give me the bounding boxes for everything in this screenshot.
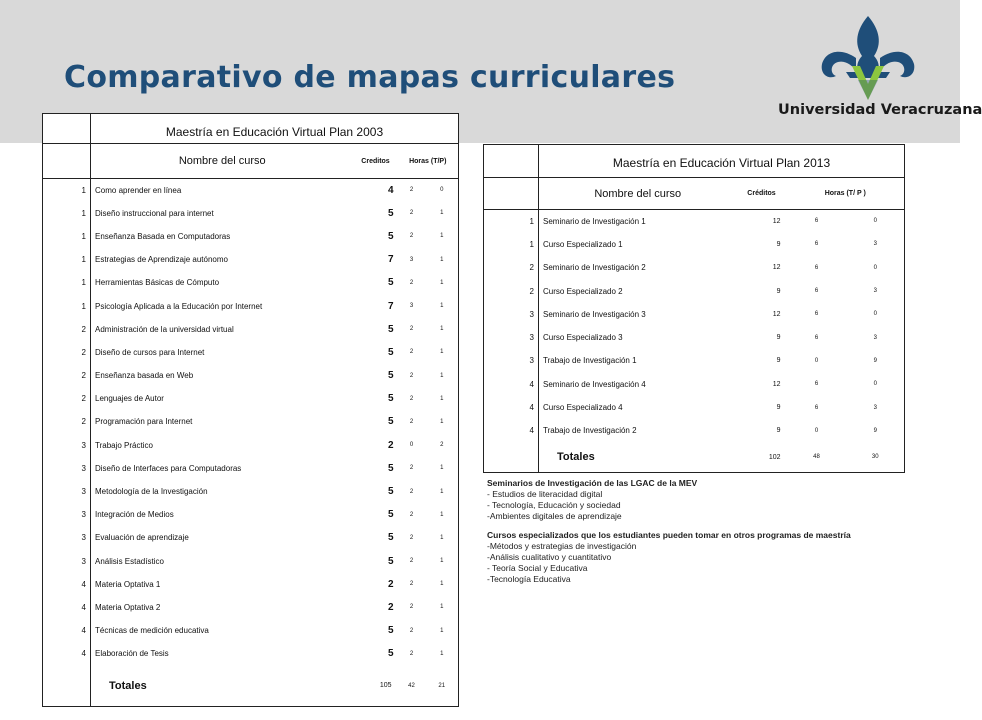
credits-cell: 5 [387, 416, 394, 428]
course-item: - Teoría Social y Educativa [487, 563, 588, 573]
totals-theory: 42 [408, 682, 415, 689]
credits-cell: 9 [776, 240, 781, 248]
semester-cell: 2 [81, 417, 86, 427]
hours-practice-cell: 1 [440, 650, 444, 657]
course-name-cell: Seminario de Investigación 3 [539, 303, 737, 326]
page-title: Comparativo de mapas curriculares [64, 60, 676, 95]
credits-cell: 2 [387, 578, 394, 590]
table-row [484, 396, 905, 419]
semester-cell: 3 [81, 487, 86, 497]
credits-cell: 5 [387, 648, 394, 660]
table-row [484, 210, 905, 233]
hours-theory-cell: 2 [409, 279, 414, 286]
hours-practice-cell: 3 [873, 334, 877, 341]
hours-practice-cell: 1 [440, 604, 444, 611]
course-name-cell: Curso Especializado 4 [539, 396, 737, 419]
credits-cell: 12 [772, 264, 781, 272]
table-row [43, 318, 459, 341]
hours-theory-cell: 2 [409, 210, 414, 217]
totals-credits: 105 [379, 682, 392, 690]
semester-cell: 1 [81, 208, 86, 218]
semester-cell: 1 [529, 216, 534, 226]
table-row [43, 341, 459, 364]
hours-practice-cell: 1 [440, 326, 444, 333]
hours-theory-cell: 2 [409, 511, 414, 518]
table-row [43, 294, 459, 317]
course-name-cell: Curso Especializado 3 [539, 326, 737, 349]
hours-practice-cell: 3 [873, 404, 877, 411]
table-row [43, 225, 459, 248]
course-name-cell: Curso Especializado 1 [539, 233, 737, 256]
hours-theory-cell: 2 [409, 418, 414, 425]
table-row [43, 387, 459, 410]
credits-cell: 12 [772, 310, 781, 318]
hours-practice-cell: 2 [440, 442, 444, 449]
course-name-cell: Seminario de Investigación 2 [539, 256, 737, 279]
table-row [43, 619, 459, 642]
courses-heading: Cursos especializados que los estudiantes pueden tomar en otros programas de maestría [487, 530, 851, 540]
table-row [484, 326, 905, 349]
semester-cell: 4 [81, 602, 86, 612]
hours-practice-cell: 1 [440, 581, 444, 588]
column-header-credits: Creditos [354, 144, 398, 179]
hours-theory-cell: 6 [814, 218, 819, 225]
semester-cell: 3 [81, 533, 86, 543]
credits-cell: 5 [387, 277, 394, 289]
course-name-cell: Elaboración de Tesis [91, 642, 354, 665]
table-row [43, 642, 459, 665]
course-name-cell: Lenguajes de Autor [91, 387, 354, 410]
blank-cell [484, 178, 539, 210]
semester-cell: 1 [81, 231, 86, 241]
semester-cell: 3 [529, 356, 534, 366]
table-row [43, 410, 459, 433]
hours-theory-cell: 2 [409, 372, 414, 379]
credits-cell: 5 [387, 486, 394, 498]
column-header-hours: Horas (T/P) [398, 144, 459, 179]
plan-2003-table [42, 113, 459, 707]
hours-practice-cell: 1 [440, 372, 444, 379]
semester-cell: 3 [81, 556, 86, 566]
column-header-hours: Horas (T/ P ) [787, 178, 905, 210]
course-name-cell: Análisis Estadístico [91, 550, 354, 573]
seminar-item: - Tecnología, Educación y sociedad [487, 500, 621, 510]
hours-practice-cell: 3 [873, 288, 877, 295]
hours-practice-cell: 0 [873, 218, 877, 225]
course-name-cell: Trabajo Práctico [91, 434, 354, 457]
hours-practice-cell: 1 [440, 349, 444, 356]
logo-text: Universidad Veracruzana [778, 102, 982, 118]
course-item: -Análisis cualitativo y cuantitativo [487, 552, 612, 562]
table-row [43, 550, 459, 573]
semester-cell: 1 [81, 278, 86, 288]
semester-cell: 1 [81, 185, 86, 195]
hours-theory-cell: 6 [814, 288, 819, 295]
table-title: Maestría en Educación Virtual Plan 2013 [539, 145, 905, 178]
credits-cell: 5 [387, 323, 394, 335]
hours-theory-cell: 6 [814, 381, 819, 388]
totals-practice: 21 [438, 682, 446, 689]
credits-cell: 5 [387, 346, 394, 358]
column-header-course: Nombre del curso [91, 144, 354, 179]
credits-cell: 5 [387, 625, 394, 637]
semester-cell: 3 [81, 510, 86, 520]
semester-cell: 1 [529, 239, 534, 249]
credits-cell: 2 [387, 601, 394, 613]
hours-theory-cell: 2 [409, 650, 414, 657]
credits-cell: 9 [776, 357, 781, 365]
hours-practice-cell: 1 [440, 534, 444, 541]
hours-practice-cell: 9 [873, 357, 877, 364]
course-name-cell: Psicología Aplicada a la Educación por Internet [91, 294, 354, 317]
semester-cell: 1 [81, 301, 86, 311]
semester-cell: 2 [81, 371, 86, 381]
semester-cell: 4 [81, 579, 86, 589]
totals-theory: 48 [813, 454, 820, 461]
credits-cell: 9 [776, 427, 781, 435]
credits-cell: 12 [772, 217, 781, 225]
hours-practice-cell: 1 [440, 465, 444, 472]
hours-theory-cell: 2 [409, 488, 414, 495]
course-name-cell: Enseñanza Basada en Computadoras [91, 225, 354, 248]
seminars-heading: Seminarios de Investigación de las LGAC de la MEV [487, 478, 698, 488]
blank-cell [484, 442, 539, 472]
hours-theory-cell: 0 [814, 427, 819, 434]
course-name-cell: Curso Especializado 2 [539, 279, 737, 302]
course-name-cell: Diseño instruccional para internet [91, 202, 354, 225]
hours-practice-cell: 1 [440, 279, 444, 286]
hours-practice-cell: 3 [873, 241, 877, 248]
credits-cell: 7 [387, 254, 394, 266]
course-name-cell: Seminario de Investigación 4 [539, 373, 737, 396]
hours-theory-cell: 2 [409, 581, 414, 588]
table-title-row [484, 145, 905, 178]
column-header-credits: Créditos [737, 178, 787, 210]
hours-practice-cell: 1 [440, 233, 444, 240]
table-row [43, 480, 459, 503]
hours-practice-cell: 1 [440, 256, 444, 263]
totals-label: Totales [539, 442, 737, 472]
table-row [43, 202, 459, 225]
hours-practice-cell: 1 [440, 303, 444, 310]
semester-cell: 4 [529, 403, 534, 413]
credits-cell: 5 [387, 555, 394, 567]
hours-theory-cell: 6 [814, 334, 819, 341]
hours-theory-cell: 2 [409, 395, 414, 402]
course-name-cell: Herramientas Básicas de Cómputo [91, 271, 354, 294]
course-name-cell: Evaluación de aprendizaje [91, 526, 354, 549]
hours-theory-cell: 0 [409, 442, 414, 449]
blank-cell [43, 665, 91, 706]
course-name-cell: Administración de la universidad virtual [91, 318, 354, 341]
totals-label: Totales [91, 665, 354, 706]
hours-theory-cell: 2 [409, 233, 414, 240]
hours-practice-cell: 9 [873, 427, 877, 434]
table-row [43, 248, 459, 271]
blank-cell [43, 144, 91, 179]
credits-cell: 5 [387, 532, 394, 544]
hours-theory-cell: 6 [814, 241, 819, 248]
course-name-cell: Integración de Medios [91, 503, 354, 526]
hours-theory-cell: 3 [409, 303, 414, 310]
table-row [484, 233, 905, 256]
semester-cell: 3 [529, 309, 534, 319]
table-title-row [43, 114, 459, 144]
totals-credits: 102 [768, 453, 781, 461]
credits-cell: 5 [387, 230, 394, 242]
course-name-cell: Diseño de cursos para Internet [91, 341, 354, 364]
credits-cell: 9 [776, 404, 781, 412]
semester-cell: 2 [529, 263, 534, 273]
hours-theory-cell: 2 [409, 558, 414, 565]
hours-theory-cell: 0 [814, 357, 819, 364]
table-row [43, 573, 459, 596]
table-row [484, 373, 905, 396]
notes-block [487, 478, 927, 585]
semester-cell: 2 [81, 324, 86, 334]
course-name-cell: Seminario de Investigación 1 [539, 210, 737, 233]
course-name-cell: Materia Optativa 2 [91, 596, 354, 619]
course-name-cell: Diseño de Interfaces para Computadoras [91, 457, 354, 480]
totals-row [43, 665, 459, 706]
semester-cell: 4 [529, 426, 534, 436]
table-row [484, 419, 905, 442]
table-row [43, 503, 459, 526]
hours-practice-cell: 1 [440, 558, 444, 565]
hours-practice-cell: 1 [440, 210, 444, 217]
semester-cell: 1 [81, 255, 86, 265]
course-name-cell: Como aprender en línea [91, 179, 354, 202]
table-row [484, 256, 905, 279]
semester-cell: 3 [529, 333, 534, 343]
course-name-cell: Enseñanza basada en Web [91, 364, 354, 387]
table-row [484, 303, 905, 326]
semester-cell: 2 [81, 394, 86, 404]
credits-cell: 9 [776, 334, 781, 342]
hours-theory-cell: 2 [409, 349, 414, 356]
semester-cell: 4 [81, 626, 86, 636]
hours-theory-cell: 2 [409, 187, 414, 194]
hours-practice-cell: 1 [440, 488, 444, 495]
course-name-cell: Materia Optativa 1 [91, 573, 354, 596]
course-name-cell: Estrategias de Aprendizaje autónomo [91, 248, 354, 271]
semester-cell: 4 [529, 379, 534, 389]
table-title: Maestría en Educación Virtual Plan 2003 [91, 114, 459, 144]
table-row [43, 457, 459, 480]
seminar-item: -Ambientes digitales de aprendizaje [487, 511, 622, 521]
hours-practice-cell: 1 [440, 627, 444, 634]
hours-theory-cell: 3 [409, 256, 414, 263]
seminar-item: - Estudios de literacidad digital [487, 489, 603, 499]
semester-cell: 4 [81, 649, 86, 659]
hours-theory-cell: 2 [409, 604, 414, 611]
hours-practice-cell: 1 [440, 418, 444, 425]
course-name-cell: Trabajo de Investigación 2 [539, 419, 737, 442]
credits-cell: 7 [387, 300, 394, 312]
hours-practice-cell: 1 [440, 511, 444, 518]
blank-cell [484, 145, 539, 178]
semester-cell: 3 [81, 440, 86, 450]
table-row [43, 271, 459, 294]
hours-practice-cell: 0 [873, 381, 877, 388]
credits-cell: 5 [387, 462, 394, 474]
table-row [43, 596, 459, 619]
course-item: -Tecnología Educativa [487, 574, 571, 584]
credits-cell: 5 [387, 207, 394, 219]
semester-cell: 3 [81, 463, 86, 473]
credits-cell: 2 [387, 439, 394, 451]
table-row [484, 279, 905, 302]
credits-cell: 5 [387, 509, 394, 521]
totals-row [484, 442, 905, 472]
table-row [43, 179, 459, 202]
blank-cell [43, 114, 91, 144]
hours-theory-cell: 2 [409, 627, 414, 634]
column-header-course: Nombre del curso [539, 178, 737, 210]
hours-theory-cell: 2 [409, 465, 414, 472]
column-header-row [484, 178, 905, 210]
university-logo [778, 14, 982, 124]
hours-theory-cell: 2 [409, 326, 414, 333]
course-name-cell: Trabajo de Investigación 1 [539, 349, 737, 372]
credits-cell: 5 [387, 370, 394, 382]
hours-practice-cell: 1 [440, 395, 444, 402]
hours-theory-cell: 2 [409, 534, 414, 541]
hours-theory-cell: 6 [814, 311, 819, 318]
credits-cell: 9 [776, 287, 781, 295]
credits-cell: 5 [387, 393, 394, 405]
course-name-cell: Metodología de la Investigación [91, 480, 354, 503]
credits-cell: 4 [387, 184, 394, 196]
table-row [43, 434, 459, 457]
hours-practice-cell: 0 [873, 311, 877, 318]
course-name-cell: Técnicas de medición educativa [91, 619, 354, 642]
table-row [43, 364, 459, 387]
semester-cell: 2 [529, 286, 534, 296]
table-row [43, 526, 459, 549]
column-header-row [43, 144, 459, 179]
totals-practice: 30 [871, 454, 879, 461]
fleur-de-lis-icon [816, 14, 920, 102]
hours-theory-cell: 6 [814, 404, 819, 411]
course-item: -Métodos y estrategias de investigación [487, 541, 637, 551]
plan-2013-table [483, 144, 905, 473]
hours-theory-cell: 6 [814, 264, 819, 271]
credits-cell: 12 [772, 380, 781, 388]
table-row [484, 349, 905, 372]
semester-cell: 2 [81, 347, 86, 357]
course-name-cell: Programación para Internet [91, 410, 354, 433]
hours-practice-cell: 0 [873, 264, 877, 271]
hours-practice-cell: 0 [440, 187, 444, 194]
